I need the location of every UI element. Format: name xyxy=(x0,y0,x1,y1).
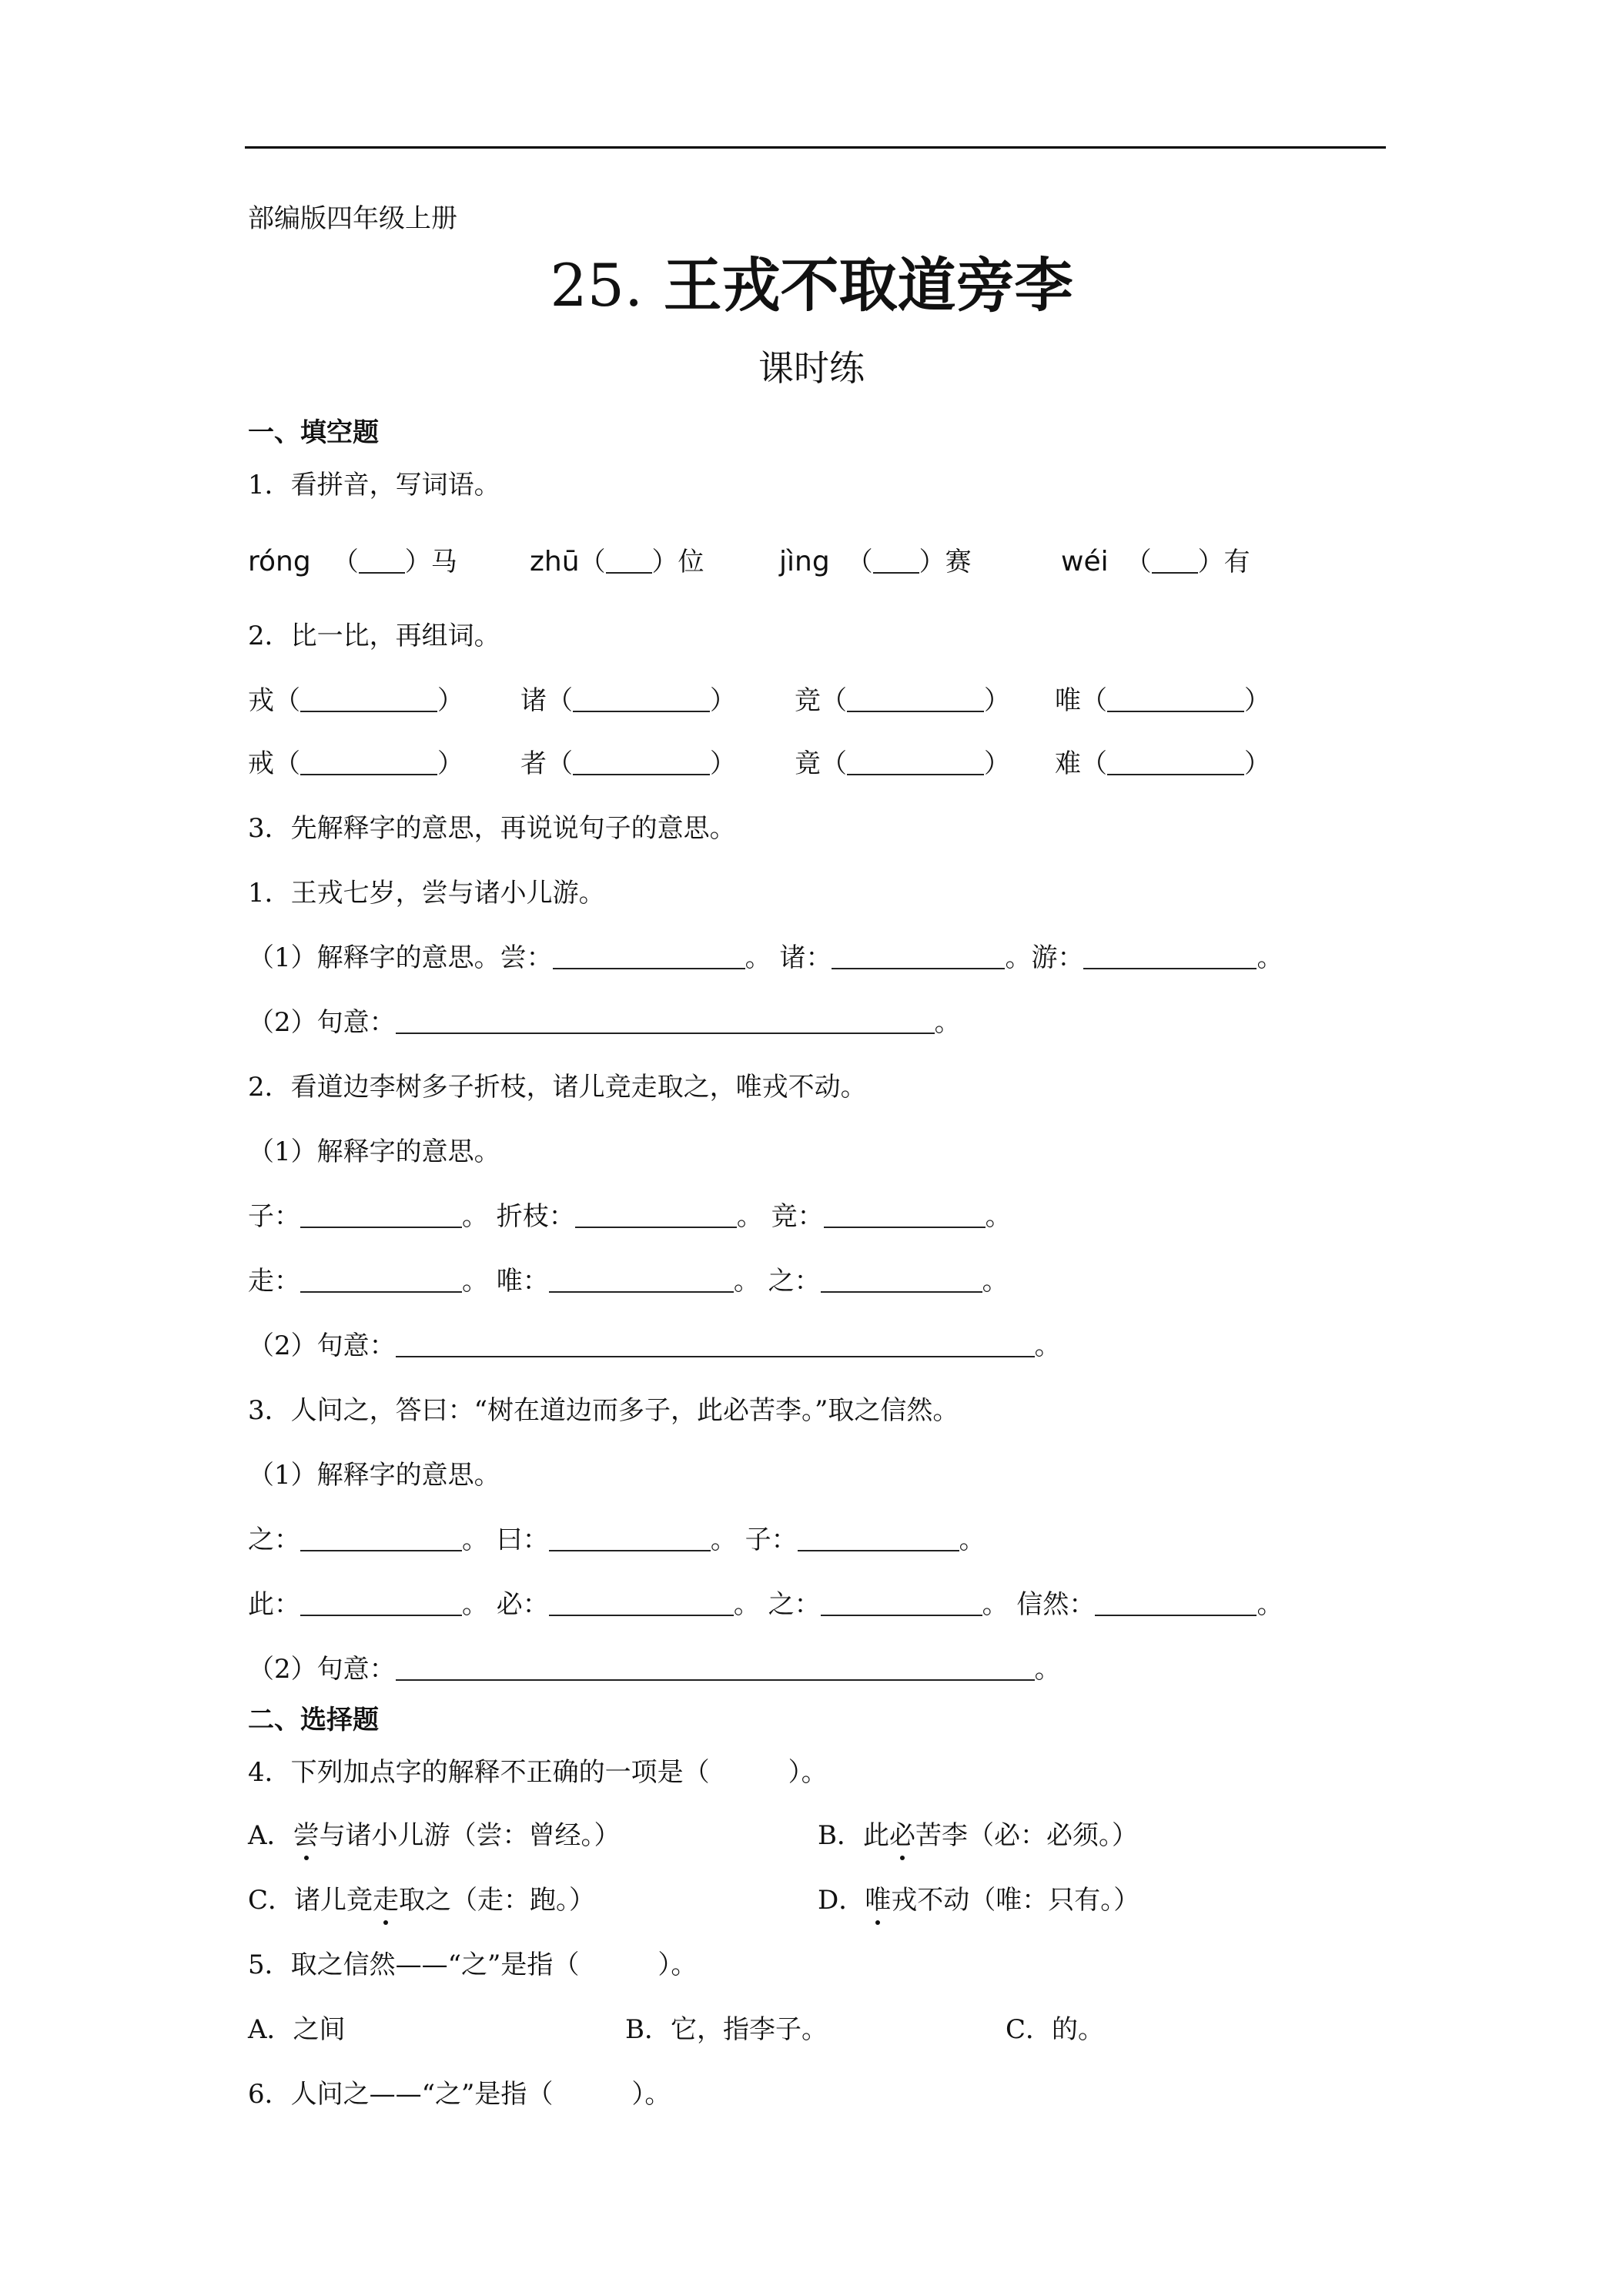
q6-prompt: 6．人问之——“之”是指（ ）。 xyxy=(248,2079,671,2110)
answer-blank[interactable] xyxy=(1083,942,1257,969)
answer-blank[interactable] xyxy=(549,1588,734,1616)
explain-label: 。 诸： xyxy=(745,942,832,973)
answer-blank[interactable] xyxy=(300,684,437,712)
s2-explain-row-2 xyxy=(248,1264,1009,1298)
q4-option-d[interactable] xyxy=(818,1883,1139,1917)
bracket-open: （ xyxy=(1125,547,1152,577)
pinyin-text: róng xyxy=(248,546,311,577)
q5-prompt: 5．取之信然——“之”是指（ ）。 xyxy=(248,1950,698,1980)
answer-blank[interactable] xyxy=(396,1330,1035,1357)
answer-blank[interactable] xyxy=(821,1588,982,1616)
answer-blank[interactable] xyxy=(396,1653,1035,1681)
q5-option-a[interactable]: A．之间 xyxy=(248,2014,346,2045)
bracket-close: ） xyxy=(984,685,1010,716)
compare-item xyxy=(795,684,1010,718)
dotted-char: 唯 xyxy=(865,1885,892,1916)
explain-label: 之： xyxy=(248,1525,300,1555)
pinyin-item-3 xyxy=(779,545,972,579)
meaning-label: 。 xyxy=(1034,1654,1061,1685)
char-label: 戒（ xyxy=(248,748,300,779)
answer-blank[interactable] xyxy=(553,942,745,969)
explain-label: 此： xyxy=(248,1589,300,1620)
s3-meaning-row xyxy=(248,1652,1061,1686)
compare-item xyxy=(248,747,463,781)
explain-label: （1）解释字的意思。尝： xyxy=(248,942,553,973)
header-rule xyxy=(245,146,1386,149)
explain-label: 。 子： xyxy=(710,1525,798,1555)
bracket-close: ） xyxy=(651,547,678,577)
meaning-label: （2）句意： xyxy=(248,1654,396,1685)
bracket-close: ） xyxy=(710,748,736,779)
char-label: 竞（ xyxy=(795,685,847,716)
section-heading-choice: 二、选择题 xyxy=(248,1705,379,1735)
option-text: 与诸小儿游（尝：曾经。） xyxy=(319,1820,621,1851)
bracket-close: ） xyxy=(1197,547,1224,577)
compare-item xyxy=(248,684,463,718)
word-char: 马 xyxy=(430,547,457,577)
q4-option-c[interactable] xyxy=(248,1883,595,1917)
s3-explain-row-1 xyxy=(248,1523,986,1557)
option-text: 苦李（必：必须。） xyxy=(915,1820,1138,1851)
s2-explain-row-1 xyxy=(248,1200,1012,1233)
explain-label: 。 xyxy=(982,1266,1009,1297)
option-text: 戎不动（唯：只有。） xyxy=(891,1885,1140,1916)
section-heading-fill: 一、填空题 xyxy=(248,417,379,448)
bracket-close: ） xyxy=(984,748,1010,779)
explain-label: 。 折枝： xyxy=(462,1201,575,1232)
bracket-close: ） xyxy=(437,685,463,716)
compare-item xyxy=(1055,684,1270,718)
answer-blank[interactable] xyxy=(549,1524,711,1551)
pinyin-text: jìng xyxy=(779,546,830,577)
pinyin-item-1 xyxy=(248,545,457,579)
answer-blank[interactable] xyxy=(300,748,437,775)
option-text: C．诸儿竞 xyxy=(248,1885,373,1916)
explain-label: 。 xyxy=(959,1525,986,1555)
answer-blank[interactable] xyxy=(573,684,710,712)
dotted-char: 尝 xyxy=(293,1820,320,1851)
bracket-close: ） xyxy=(437,748,463,779)
explain-label: 。 必： xyxy=(462,1589,549,1620)
answer-blank[interactable] xyxy=(1152,546,1198,574)
answer-blank[interactable] xyxy=(300,1265,462,1293)
q4-option-a[interactable] xyxy=(248,1819,621,1853)
compare-item xyxy=(520,747,736,781)
answer-blank[interactable] xyxy=(606,546,652,574)
word-char: 有 xyxy=(1223,547,1250,577)
char-label: 唯（ xyxy=(1055,685,1107,716)
q4-prompt: 4．下列加点字的解释不正确的一项是（ ）。 xyxy=(248,1757,828,1788)
explain-label: 。 唯： xyxy=(462,1266,549,1297)
page-title xyxy=(0,251,1623,320)
q3-prompt: 3．先解释字的意思，再说说句子的意思。 xyxy=(248,813,736,844)
answer-blank[interactable] xyxy=(821,1265,982,1293)
answer-blank[interactable] xyxy=(573,748,710,775)
answer-blank[interactable] xyxy=(847,684,984,712)
q5-option-c[interactable]: C．的。 xyxy=(1006,2014,1105,2045)
answer-blank[interactable] xyxy=(549,1265,734,1293)
explain-label: 。 xyxy=(1257,1589,1283,1620)
sentence-1: 1．王戎七岁，尝与诸小儿游。 xyxy=(248,878,605,909)
compare-item xyxy=(795,747,1010,781)
pinyin-text: zhū xyxy=(530,546,580,577)
answer-blank[interactable] xyxy=(300,1524,462,1551)
sentence-2: 2．看道边李树多子折枝，诸儿竞走取之，唯戎不动。 xyxy=(248,1072,867,1103)
s2-meaning-row xyxy=(248,1329,1061,1363)
option-text: D． xyxy=(818,1885,865,1916)
page-subtitle: 课时练 xyxy=(758,347,865,389)
meaning-label: 。 xyxy=(1034,1330,1061,1361)
option-text: 取之（走：跑。） xyxy=(399,1885,596,1916)
char-label: 诸（ xyxy=(520,685,573,716)
answer-blank[interactable] xyxy=(873,546,919,574)
char-label: 难（ xyxy=(1055,748,1107,779)
sentence-3: 3．人问之，答曰：“树在道边而多子，此必苦李。”取之信然。 xyxy=(248,1395,959,1426)
answer-blank[interactable] xyxy=(359,546,405,574)
answer-blank[interactable] xyxy=(300,1200,462,1228)
explain-label: 。 xyxy=(1257,942,1283,973)
explain-label: 。 曰： xyxy=(462,1525,549,1555)
pinyin-item-2 xyxy=(530,545,704,579)
explain-label: 。 之： xyxy=(733,1589,821,1620)
meaning-label: 。 xyxy=(934,1007,961,1038)
s2-explain-label: （1）解释字的意思。 xyxy=(248,1136,500,1167)
q4-option-b[interactable] xyxy=(818,1819,1138,1853)
explain-label: 。 之： xyxy=(733,1266,821,1297)
option-text: A． xyxy=(248,1820,293,1851)
answer-blank[interactable] xyxy=(832,942,1005,969)
answer-blank[interactable] xyxy=(847,748,984,775)
word-char: 位 xyxy=(678,547,704,577)
s3-explain-label: （1）解释字的意思。 xyxy=(248,1460,500,1491)
answer-blank[interactable] xyxy=(396,1006,935,1034)
answer-blank[interactable] xyxy=(575,1200,737,1228)
answer-blank[interactable] xyxy=(300,1588,462,1616)
answer-blank[interactable] xyxy=(824,1200,986,1228)
bracket-open: （ xyxy=(332,547,359,577)
bracket-close: ） xyxy=(404,547,431,577)
bracket-close: ） xyxy=(1244,685,1270,716)
answer-blank[interactable] xyxy=(798,1524,959,1551)
explain-label: 子： xyxy=(248,1201,300,1232)
explain-label: 。 信然： xyxy=(982,1589,1096,1620)
option-text: B．此 xyxy=(818,1820,889,1851)
q5-option-b[interactable]: B．它，指李子。 xyxy=(625,2014,828,2045)
bracket-open: （ xyxy=(846,547,873,577)
q2-prompt: 2．比一比，再组词。 xyxy=(248,621,500,651)
dotted-char: 必 xyxy=(889,1820,915,1851)
answer-blank[interactable] xyxy=(1107,684,1244,712)
char-label: 者（ xyxy=(520,748,573,779)
compare-item xyxy=(520,684,736,718)
q1-prompt: 1．看拼音，写词语。 xyxy=(248,470,500,500)
answer-blank[interactable] xyxy=(1107,748,1244,775)
pinyin-text: wéi xyxy=(1061,546,1109,577)
lesson-number: 25. xyxy=(550,251,644,320)
dotted-char: 走 xyxy=(373,1885,400,1916)
word-char: 赛 xyxy=(945,547,972,577)
explain-label: 。游： xyxy=(1005,942,1084,973)
explain-label: 。 竞： xyxy=(736,1201,824,1232)
char-label: 竟（ xyxy=(795,748,847,779)
grade-label: 部编版四年级上册 xyxy=(248,203,457,234)
s1-explain-row xyxy=(248,941,1283,975)
s1-meaning-row xyxy=(248,1006,961,1039)
bracket-close: ） xyxy=(919,547,945,577)
bracket-open: （ xyxy=(579,547,606,577)
pinyin-item-4 xyxy=(1061,545,1250,579)
bracket-close: ） xyxy=(710,685,736,716)
char-label: 戎（ xyxy=(248,685,300,716)
explain-label: 。 xyxy=(985,1201,1012,1232)
lesson-title: 王戎不取道旁李 xyxy=(663,251,1073,320)
meaning-label: （2）句意： xyxy=(248,1007,396,1038)
answer-blank[interactable] xyxy=(1095,1588,1257,1616)
compare-item xyxy=(1055,747,1270,781)
s3-explain-row-2 xyxy=(248,1588,1283,1622)
bracket-close: ） xyxy=(1244,748,1270,779)
explain-label: 走： xyxy=(248,1266,300,1297)
meaning-label: （2）句意： xyxy=(248,1330,396,1361)
